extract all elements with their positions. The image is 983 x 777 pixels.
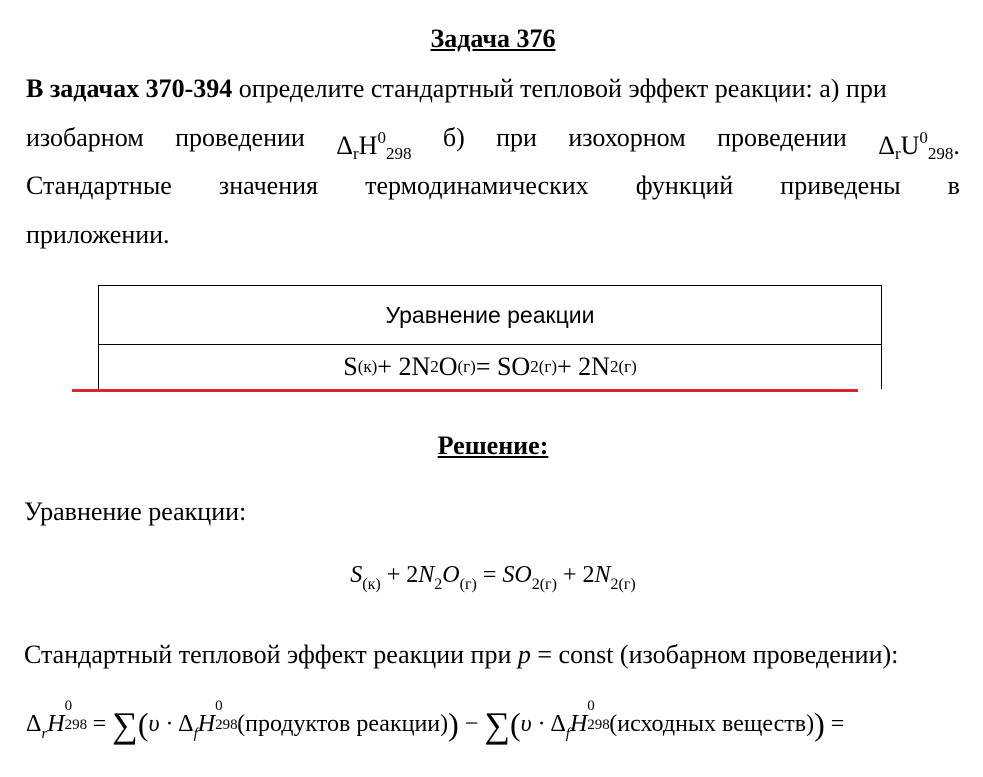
- word: при: [496, 122, 537, 152]
- statement-bold-lead: В задачах 370-394: [26, 74, 233, 103]
- task-title: Задача 376: [430, 24, 556, 53]
- reaction-formula: $S_{(к)} + 2N_2O_{(г)} = SO_{2(г)} + 2N_{2(г)}$: [350, 562, 636, 593]
- word: изохорном: [568, 122, 686, 152]
- statement-line-1: [26, 65, 960, 114]
- word: в: [947, 171, 960, 200]
- word: б): [442, 122, 465, 152]
- equation-label: Уравнение реакции:: [24, 497, 247, 526]
- reaction-table: [98, 285, 882, 389]
- standard-effect-label: Стандартный тепловой эффект реакции при p = const (изобарном проведении):: [24, 640, 899, 669]
- statement-line-2: [26, 114, 960, 163]
- word: изобарном: [26, 122, 144, 152]
- solution-title: Решение:: [437, 431, 549, 460]
- statement-line-3: [26, 162, 960, 211]
- reaction-table-header: Уравнение реакции: [99, 286, 881, 345]
- word: проведении: [175, 122, 305, 152]
- task-statement: [26, 65, 960, 259]
- word: проведении: [717, 122, 847, 152]
- word: функций: [635, 171, 734, 200]
- word: Стандартные: [26, 171, 172, 200]
- enthalpy-symbol: $\Delta_rH^0_{298}$: [336, 127, 412, 163]
- reaction-table-equation: S (к) + 2N 2 O (г) = SO 2(г) + 2N 2(г): [343, 352, 637, 381]
- word: значения: [218, 171, 319, 200]
- internal-energy-symbol: $\Delta_rU^0_{298}$.: [878, 127, 960, 163]
- statement-line-1-text: определите стандартный тепловой эффект реакции: а) при: [232, 74, 887, 103]
- word: приведены: [780, 171, 901, 200]
- red-underline: [72, 389, 858, 392]
- word: термодинамических: [365, 171, 589, 200]
- statement-line-4: приложении.: [26, 219, 170, 249]
- hess-law-equation: $\Delta_rH$ 0 298 = $\sum(\upsilon \cdot \Delta_fH$ 0 298 (продуктов реакции)) − $\sum(\upsilon \cdot \Delta_fH$ 0 298 (исходных веществ)) =: [26, 698, 845, 745]
